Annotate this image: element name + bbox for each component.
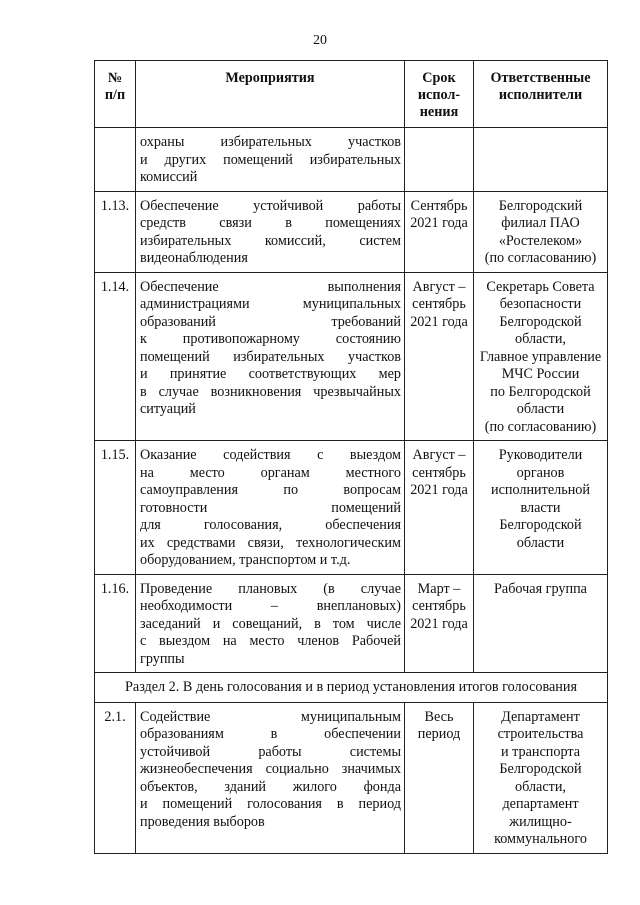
section-2-title: Раздел 2. В день голосования и в период установления итогов голосования	[95, 673, 608, 703]
deadline-line: 2021 года	[410, 615, 468, 632]
header-line: Срок	[422, 70, 456, 86]
event-line: заседаний и совещаний, в том числе	[140, 615, 401, 632]
responsible-line: Белгородской	[499, 313, 582, 330]
header-line: №	[107, 70, 123, 86]
responsible-line: «Ростелеком»	[498, 232, 583, 249]
event-line: комиссий	[140, 169, 198, 185]
row-deadline	[405, 272, 474, 441]
deadline-line: Август –	[412, 278, 466, 295]
responsible-line: Секретарь Совета	[486, 278, 595, 295]
event-line: ситуаций	[140, 401, 196, 417]
header-line: исполнители	[498, 87, 583, 103]
responsible-line: (по согласованию)	[484, 418, 597, 435]
responsible-line: по Белгородской	[490, 383, 591, 400]
event-line: проведения выборов	[140, 813, 265, 830]
row-responsible	[474, 441, 608, 575]
deadline-line: 2021 года	[410, 313, 468, 330]
event-line: средств связи в помещениях	[140, 215, 401, 231]
table-header-row	[95, 61, 608, 128]
header-deadline	[405, 61, 474, 128]
page-number: 20	[313, 33, 327, 48]
row-event	[136, 272, 405, 441]
responsible-line: Департамент	[501, 708, 580, 725]
event-line: видеонаблюдения	[140, 250, 248, 266]
row-deadline	[405, 191, 474, 272]
responsible-line: и транспорта	[500, 743, 581, 760]
events-table	[94, 60, 608, 854]
responsible-line: Белгородский	[498, 197, 583, 214]
responsible-line: коммунального	[494, 831, 587, 847]
row-number: 1.15.	[95, 441, 136, 575]
event-line: их средствами связи, технологическим	[140, 534, 401, 551]
header-event: Мероприятия	[136, 61, 405, 128]
section1-body	[95, 128, 608, 673]
event-line: в случае возникновения чрезвычайных	[140, 383, 401, 400]
event-line: объектов, зданий жилого фонда	[140, 778, 401, 795]
responsible-line: (по согласованию)	[484, 250, 597, 266]
table-row	[95, 272, 608, 441]
event-line: для голосования, обеспечения	[140, 517, 401, 533]
responsible-line: области	[516, 401, 565, 417]
row-number	[95, 128, 136, 192]
row-responsible	[474, 191, 608, 272]
table-row	[95, 574, 608, 673]
deadline-line: Весь	[424, 708, 454, 725]
event-line: с выездом на место членов Рабочей	[140, 633, 401, 649]
deadline-line: Август –	[412, 447, 466, 463]
event-line: устойчивой работы системы	[140, 743, 401, 760]
row-number: 1.16.	[95, 574, 136, 673]
row-event	[136, 574, 405, 673]
row-deadline	[405, 441, 474, 575]
header-line: Ответственные	[490, 70, 591, 86]
row-event	[136, 191, 405, 272]
row-responsible	[474, 128, 608, 192]
deadline-line: 2021 года	[410, 482, 468, 498]
responsible-line: Руководители	[498, 447, 583, 463]
deadline-line: сентябрь	[412, 296, 466, 312]
deadline-line: Март –	[417, 580, 461, 597]
responsible-line: безопасности	[499, 296, 582, 312]
responsible-line: власти	[520, 499, 561, 516]
event-line: Оказание содействия с выездом	[140, 447, 401, 463]
header-line: п/п	[104, 87, 126, 103]
header-responsible	[474, 61, 608, 128]
section2-body	[95, 702, 608, 853]
deadline-line: сентябрь	[412, 464, 466, 481]
responsible-line: Главное управление	[479, 348, 602, 365]
section-header-row	[95, 673, 608, 703]
deadline-line: сентябрь	[412, 598, 466, 614]
row-number: 1.14.	[95, 272, 136, 441]
responsible-line: филиал ПАО	[501, 215, 580, 231]
event-line: жизнеобеспечения социально значимых	[140, 761, 401, 777]
row-number: 1.13.	[95, 191, 136, 272]
deadline-line: период	[417, 726, 461, 742]
deadline-line: 2021 года	[410, 215, 468, 231]
event-line: самоуправления по вопросам	[140, 482, 401, 498]
event-line: Содействие муниципальным	[140, 708, 401, 725]
event-line: группы	[140, 650, 185, 667]
deadline-line: Сентябрь	[410, 197, 468, 214]
event-line: готовности помещений	[140, 499, 401, 516]
header-line: испол-	[417, 87, 461, 103]
row-event	[136, 128, 405, 192]
table-row	[95, 702, 608, 853]
event-line: Обеспечение устойчивой работы	[140, 197, 401, 214]
responsible-line: области	[516, 534, 565, 551]
row-deadline	[405, 128, 474, 192]
row-responsible	[474, 272, 608, 441]
row-deadline	[405, 702, 474, 853]
event-line: оборудованием, транспортом и т.д.	[140, 552, 351, 568]
responsible-line: исполнительной	[491, 482, 590, 498]
responsible-line: области,	[515, 331, 566, 347]
event-line: образований требований	[140, 313, 401, 330]
event-line: на место органам местного	[140, 464, 401, 481]
event-line: к противопожарному состоянию	[140, 331, 401, 347]
responsible-line: области,	[515, 778, 566, 795]
table-row	[95, 441, 608, 575]
header-line: нения	[419, 104, 459, 120]
responsible-line: жилищно-	[509, 813, 572, 830]
event-line: охраны избирательных участков	[140, 134, 401, 150]
row-responsible	[474, 574, 608, 673]
header-num	[95, 61, 136, 128]
row-event	[136, 441, 405, 575]
responsible-line: МЧС России	[501, 366, 580, 382]
event-line: администрациями муниципальных	[140, 296, 401, 312]
event-line: необходимости – внеплановых)	[140, 598, 401, 614]
responsible-line: департамент	[502, 796, 579, 812]
responsible-line: Рабочая группа	[494, 580, 587, 597]
event-line: и помещений голосования в период	[140, 796, 401, 812]
row-number: 2.1.	[95, 702, 136, 853]
event-line: образованиям в обеспечении	[140, 726, 401, 742]
event-line: Обеспечение выполнения	[140, 278, 401, 295]
responsible-line: Белгородской	[499, 517, 582, 533]
event-line: и принятие соответствующих мер	[140, 366, 401, 382]
event-line: Проведение плановых (в случае	[140, 580, 401, 597]
responsible-line: строительства	[497, 726, 584, 742]
row-deadline	[405, 574, 474, 673]
table-row	[95, 128, 608, 192]
event-line: и других помещений избирательных	[140, 151, 401, 168]
row-responsible	[474, 702, 608, 853]
event-line: избирательных комиссий, систем	[140, 232, 401, 249]
table-row	[95, 191, 608, 272]
row-event	[136, 702, 405, 853]
responsible-line: органов	[516, 464, 565, 481]
responsible-line: Белгородской	[499, 761, 582, 777]
event-line: помещений избирательных участков	[140, 348, 401, 365]
